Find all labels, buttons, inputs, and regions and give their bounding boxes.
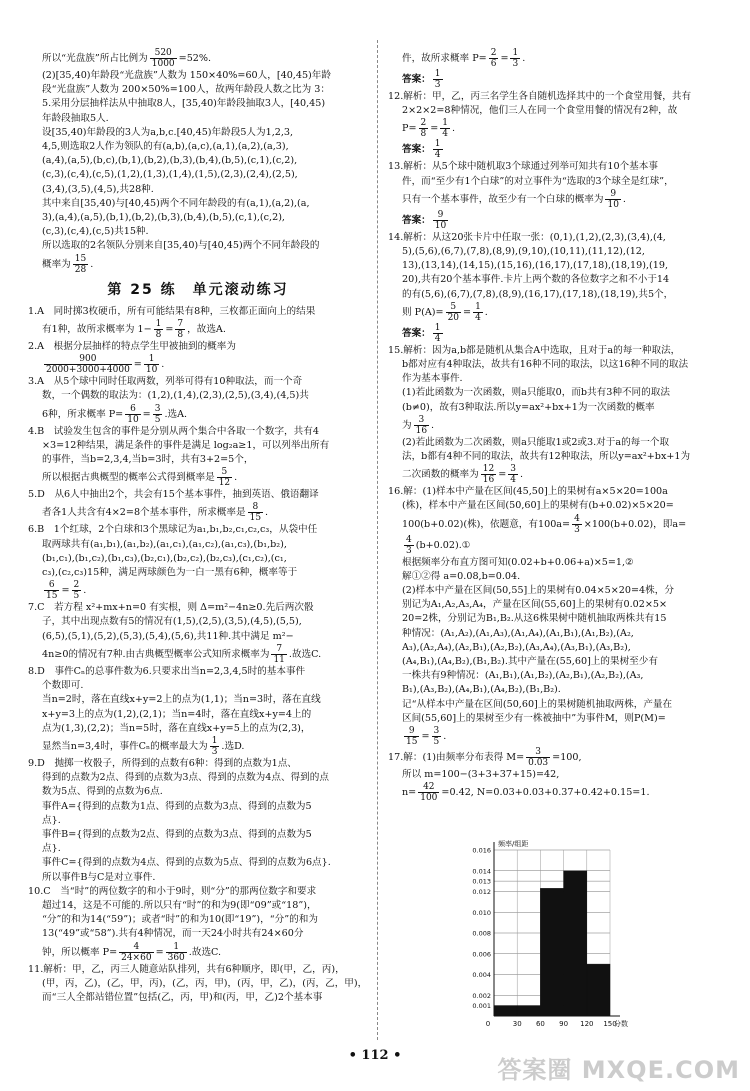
- y-tick-label: 0.014: [472, 867, 491, 876]
- x-tick-label: 150: [603, 1020, 617, 1028]
- answer-line: 则 P(A)= $\frac{5}{20}$ = $\frac{1}{4}$ .: [402, 301, 488, 323]
- answer-line: b都对应有4种取法，故共有16种不同的取法，以这16种不同的取法: [402, 359, 689, 371]
- answer-line: 而“三人全都站错位置”包括(乙，丙，甲)和(丙，甲，乙)2个基本事: [42, 991, 323, 1003]
- answer-line: 只有一个基本事件，故至少有一个白球的概率为 $\frac{9}{10}$ .: [402, 188, 626, 210]
- answer-line: 10.C 当“时”的两位数字的和小于9时，则“分”的那两位数字和要求: [28, 885, 317, 897]
- answer-result: 答案： $\frac{9}{10}$: [402, 209, 447, 231]
- fraction: $\frac{6}{10}$: [127, 403, 139, 425]
- x-axis-label: 分数: [614, 1020, 628, 1028]
- fraction: $\frac{1}{8}$: [155, 319, 162, 341]
- y-tick-label: 0.006: [472, 950, 491, 959]
- answer-line: 14.解析：从这20张卡片中任取一张：(0,1),(1,2),(2,3),(3,4),(4,: [388, 231, 666, 243]
- fraction: $\frac{2}{5}$: [73, 580, 80, 602]
- text-line: (c,3),(c,4),(c,5)共15种.: [42, 226, 149, 238]
- watermark-logo: 答案圈 MXQE.COM: [497, 1056, 740, 1084]
- histogram-bar: [494, 1006, 517, 1016]
- fraction: $\frac{3}{5}$: [154, 403, 161, 425]
- y-tick-label: 0.012: [472, 888, 491, 896]
- answer-line: 区间(55,60]上的果树至少有一株被抽中”为事件M，则P(M)=: [402, 712, 666, 724]
- fraction: $\frac{7}{8}$: [177, 319, 184, 341]
- answer-line: B₁),(A₃,B₂),(A₄,B₁),(A₄,B₂),(B₁,B₂).: [402, 684, 561, 696]
- answer-line: 所以 m=100−(3+3+37+15)=42,: [402, 769, 560, 781]
- answer-line: 得到的点数为2点、得到的点数为3点、得到的点数为4点、得到的点: [42, 772, 329, 784]
- answer-line: 15.解析：因为a,b都是随机从集合A中选取，且对于a的每一种取法，: [388, 344, 681, 356]
- answer-line: (1)若此函数为一次函数，则a只能取0，而b共有3种不同的取法: [402, 387, 670, 399]
- answer-line: 显然当n=3,4时，事件Cₙ的概率最大为 $\frac{1}{3}$ .选D.: [42, 735, 245, 757]
- answer-line: $\frac{4}{3}$ (b+0.02).①: [406, 534, 471, 556]
- fraction: $\frac{4}{3}$: [406, 534, 412, 556]
- x-tick-label: 60: [535, 1020, 545, 1028]
- answer-line: (2)样本中产量在区间(50,55]上的果树有0.04×5×20=4株，分: [402, 585, 674, 597]
- fraction: $\frac{1}{3}$: [512, 48, 519, 69]
- fraction: $\frac{42}{100}$: [420, 782, 438, 804]
- fraction: $\frac{8}{15}$: [249, 502, 262, 524]
- fraction: $\frac{5}{12}$: [218, 467, 231, 489]
- text-line: 概率为 $\frac{15}{28}$ .: [42, 253, 94, 275]
- answer-line: 4.B 试验发生包含的事件是分别从两个集合中各取一个数字，共有4: [28, 425, 319, 437]
- fraction: $\frac{1}{10}$: [145, 354, 158, 376]
- answer-line: 件，而“至少有1个白球”的对立事件为“选取的3个球全是红球”，: [402, 175, 674, 187]
- section-title: 第 25 练 单元滚动练习: [107, 281, 289, 298]
- answer-line: x+y=3上的点为(1,2),(2,1)；当n=4时，落在直线x+y=4上的: [42, 708, 312, 720]
- answer-line: (2)若此函数为二次函数，则a只能取1或2或3.对于a的每一个取: [402, 436, 670, 448]
- histogram-svg: [460, 836, 640, 1036]
- answer-line: 钟，所以概率 P= $\frac{4}{24\times 60}$ = $\frac{1}{360}$ .故选C.: [42, 941, 222, 963]
- answer-line: 个数即可.: [42, 680, 84, 692]
- left-column: [28, 48, 368, 1005]
- answer-line: “分”的和为14(“59”)；或者“时”的和为10(即“19”)，“分”的和为: [42, 914, 318, 926]
- text-line: (c,3),(c,4),(c,5),(1,2),(1,3),(1,4),(1,5),(2,3),(2,4),(2,5),: [42, 169, 298, 181]
- answer-result: 答案： $\frac{1}{3}$: [402, 69, 441, 90]
- answer-line: 2.A 根据分层抽样的特点学生甲被抽到的概率为: [28, 341, 236, 353]
- answer-line: 4n≥0的情况有7种.由古典概型概率公式知所求概率为 $\frac{7}{11}$ .故选C.: [42, 643, 322, 665]
- x-tick-label: 120: [580, 1020, 594, 1028]
- fraction: $\frac{9}{10}$: [434, 209, 447, 231]
- y-tick-label: 0.002: [472, 991, 491, 1000]
- answer-line: 20),共有20个基本事件.卡片上两个数的各位数字之和不小于14: [402, 274, 670, 286]
- answer-line: 一株共有9种情况：(A₁,B₁),(A₁,B₂),(A₂,B₁),(A₂,B₂),(A₃,: [402, 670, 644, 682]
- fraction: $\frac{7}{11}$: [273, 643, 285, 665]
- answer-line: ×3=12种结果，满足条件的事件是满足 log₂a≥1，可以列举出所有: [42, 439, 330, 451]
- answer-line: 100(b+0.02)(株)，依题意，有100a= $\frac{4}{3}$ ×100(b+0.02)，即a=: [402, 513, 687, 535]
- answer-line: 别记为A₁,A₂,A₃,A₄，产量在区间(55,60]上的果树有0.02×5×: [402, 599, 668, 611]
- answer-line: 16.解：(1)样本中产量在区间(45,50]上的果树有a×5×20=100a: [388, 486, 668, 498]
- y-tick-label: 0.001: [472, 1002, 491, 1011]
- fraction: $\frac{9}{10}$: [607, 188, 619, 210]
- text-line: (a,4),(a,5),(b,c),(b,1),(b,2),(b,3),(b,4),(b,5),(c,1),(c,2),: [42, 155, 298, 167]
- answer-line: n= $\frac{42}{100}$ =0.42, N=0.03+0.03+0.37+0.42+0.15=1.: [402, 782, 650, 804]
- answer-line: 当n=2时，落在直线x+y=2上的点为(1,1)；当n=3时，落在直线: [42, 694, 321, 706]
- answer-line: $\frac{9}{15}$ = $\frac{3}{5}$ .: [406, 726, 447, 748]
- answer-line: (A₄,B₁),(A₄,B₂),(B₁,B₂).其中产量在(55,60]上的果树至少有: [402, 656, 658, 668]
- answer-line: 7.C 若方程 x²+mx+n=0 有实根，则 Δ=m²−4n≥0.先后两次骰: [28, 602, 314, 614]
- answer-line: (b≠0)，故有3种取法.所以y=ax²+bx+1为一次函数的概率: [402, 401, 655, 413]
- fraction: $\frac{3}{16}$: [415, 414, 428, 436]
- answer-line: 子，其中出现点数有5的情况有(1,5),(2,5),(3,5),(4,5),(5,5),: [42, 616, 302, 628]
- text-line: 年龄段抽取5人.: [42, 112, 109, 124]
- fraction: $\frac{5}{20}$: [447, 301, 460, 323]
- answer-line: $\frac{900}{2000+3000+4000}$ = $\frac{1}{10}$ .: [46, 354, 165, 376]
- answer-line: 根据频率分布直方图可知(0.02+b+0.06+a)×5=1,②: [402, 556, 634, 568]
- fraction: $\frac{520}{1000}$: [151, 48, 175, 69]
- y-tick-label: 0.008: [472, 929, 491, 938]
- text-line: 所以“光盘族”所占比例为 $\frac{520}{1000}$ =52%.: [42, 48, 212, 69]
- fraction: $\frac{4}{24\times 60}$: [121, 941, 152, 963]
- answer-line: A₃),(A₂,A₄),(A₂,B₁),(A₂,B₂),(A₃,A₄),(A₃,B₁),(A₃,B₂),: [402, 641, 631, 653]
- text-line: (2)[35,40)年龄段“光盘族”人数为 150×40%=60人，[40,45)年龄: [42, 70, 331, 81]
- answer-line: (甲，丙，乙)，(乙，甲，丙)，(乙，丙，甲)，(丙，甲，乙)，(丙，乙，甲)，: [42, 977, 368, 989]
- answer-line: c₃),(c₂,c₃)15种，满足两球颜色为一白一黑有6种，概率等于: [42, 567, 298, 579]
- answer-line: (6,5),(5,1),(5,2),(5,3),(5,4),(5,6),共11种.其中满足 m²−: [42, 630, 294, 642]
- fraction: $\frac{3}{5}$: [433, 726, 440, 748]
- fraction: $\frac{4}{3}$: [574, 513, 580, 535]
- answer-line: 20=2株，分别记为B₁,B₂.从这6株果树中随机抽取两株共有15: [402, 613, 667, 625]
- answer-line: 事件B={得到的点数为2点、得到的点数为3点、得到的点数为5: [42, 828, 312, 840]
- histogram-bar: [517, 1006, 540, 1016]
- answer-line: 事件A={得到的点数为1点、得到的点数为3点、得到的点数为5: [42, 800, 312, 812]
- fraction: $\frac{2}{6}$: [490, 48, 497, 69]
- column-divider: [377, 40, 378, 1040]
- answer-line: 12.解析：甲，乙，丙三名学生各自随机选择其中的一个食堂用餐，共有: [388, 91, 692, 102]
- fraction: $\frac{1}{360}$: [167, 941, 185, 963]
- fraction: $\frac{3}{0.03}$: [528, 747, 549, 769]
- frequency-histogram: [460, 836, 640, 1036]
- answer-line: 事件C={得到的点数为4点、得到的点数为5点、得到的点数为6点}.: [42, 857, 331, 869]
- answer-line: 者各1人共含有4×2=8个基本事件，所求概率是 $\frac{8}{15}$ .: [42, 502, 269, 524]
- answer-line: 解①②得 a=0.08,b=0.04.: [402, 570, 521, 582]
- answer-line: 1.A 同时掷3枚硬币，所有可能结果有8种，三枚都正面向上的结果: [28, 305, 316, 317]
- fraction: $\frac{1}{3}$: [211, 735, 218, 757]
- y-tick-label: 0.016: [472, 846, 491, 855]
- text-line: (3,4),(3,5),(4,5),共28种.: [42, 183, 154, 195]
- text-line: 其中来自[35,40)与[40,45)两个不同年龄段的有(a,1),(a,2),(a,: [42, 197, 310, 209]
- right-column: [388, 48, 720, 803]
- answer-line: 13.解析：从5个球中随机取3个球通过列举可知共有10个基本事: [388, 161, 658, 173]
- histogram-bar: [587, 964, 610, 1016]
- text-line: 段“光盘族”人数为 200×50%=100人，故两年龄段人数之比为 3：: [42, 84, 330, 96]
- x-tick-label: 90: [559, 1020, 569, 1028]
- answer-line: 记“从样本中产量在区间(50,60]上的果树随机抽取两株，产量在: [402, 698, 673, 710]
- text-line: 4,5,则选取2人作为领队的有(a,b),(a,c),(a,1),(a,2),(a,3),: [42, 141, 289, 153]
- answer-line: 11.解析：甲，乙，丙三人随意站队排列，共有6种顺序，即(甲，乙，丙)，: [28, 963, 345, 975]
- text-line: 5.采用分层抽样法从中抽取8人，[35,40)年龄段抽取3人，[40,45): [42, 98, 326, 110]
- x-tick-label: 0: [485, 1020, 491, 1028]
- answer-line: 作为基本事件.: [402, 373, 463, 385]
- answer-line: 件，故所求概率 P= $\frac{2}{6}$ = $\frac{1}{3}$ .: [402, 48, 526, 69]
- histogram-bar: [564, 871, 587, 1016]
- fraction: $\frac{12}{16}$: [482, 464, 495, 486]
- y-tick-label: 0.013: [472, 877, 491, 886]
- answer-line: 6种，所求概率 P= $\frac{6}{10}$ = $\frac{3}{5}$ .选A.: [42, 403, 188, 425]
- answer-line: 数为5点、得到的点数为6点.: [42, 786, 163, 798]
- answer-line: 为 $\frac{3}{16}$ .: [402, 414, 435, 436]
- x-tick-label: 30: [512, 1020, 522, 1028]
- answer-line: 5),(5,6),(6,7),(7,8),(8,9),(9,10),(10,11),(11,12),(12,: [402, 246, 645, 258]
- text-line: 所以选取的2名领队分别来自[35,40)与[40,45)两个不同年龄段的: [42, 240, 320, 252]
- fraction: $\frac{900}{2000+3000+4000}$: [46, 354, 130, 376]
- answer-result: 答案： $\frac{1}{4}$: [402, 139, 441, 161]
- answer-line: 3.A 从5个球中同时任取两数，列举可得有10种取法，而一个奇: [28, 376, 303, 388]
- fraction: $\frac{6}{15}$: [46, 580, 58, 602]
- fraction: $\frac{3}{4}$: [510, 464, 516, 486]
- page-number: • 112 •: [348, 1048, 402, 1063]
- answer-line: 点为(1,3),(2,2)；当n=5时，落在直线x+y=5上的点为(2,3)，: [42, 722, 311, 734]
- fraction: $\frac{2}{8}$: [420, 118, 427, 140]
- answer-line: 17.解：(1)由频率分布表得 M= $\frac{3}{0.03}$ =100,: [388, 747, 582, 769]
- answer-line: 8.D 事件Cₙ的总事件数为6.只要求出当n=2,3,4,5时的基本事件: [28, 665, 306, 677]
- answer-line: 有1种，故所求概率为 1− $\frac{1}{8}$ = $\frac{7}{8}$ ，故选A.: [42, 319, 226, 341]
- answer-line: 超过14，这是不可能的.所以只有“时”的和为9(即“09”或“18”)，: [42, 899, 317, 911]
- answer-line: 6.B 1个红球，2个白球和3个黑球记为a₁,b₁,b₂,c₁,c₂,c₃，从袋中任: [28, 524, 318, 536]
- answer-line: 取两球共有(a₁,b₁),(a₁,b₂),(a₁,c₁),(a₁,c₂),(a₁,c₃),(b₁,b₂),: [42, 538, 287, 550]
- answer-line: 点}.: [42, 843, 61, 855]
- answer-line: 所以根据古典概型的概率公式得到概率是 $\frac{5}{12}$ .: [42, 467, 238, 489]
- fraction: $\frac{1}{4}$: [442, 118, 449, 140]
- fraction: $\frac{1}{4}$: [434, 322, 441, 344]
- answer-result: 答案： $\frac{1}{4}$: [402, 322, 441, 344]
- answer-line: $\frac{6}{15}$ = $\frac{2}{5}$ .: [46, 580, 87, 602]
- text-line: 设[35,40)年龄段的3人为a,b,c.[40,45)年龄段5人为1,2,3,: [42, 126, 294, 138]
- answer-line: 13(“49”或“58”).共有4种情况，而一天24小时共有24×60分: [42, 928, 304, 940]
- answer-line: (b₁,c₁),(b₁,c₂),(b₁,c₃),(b₂,c₁),(b₂,c₂),(b₂,c₃),(c₁,c₂),(c₁,: [42, 552, 287, 564]
- answer-line: 所以事件B与C是对立事件.: [42, 871, 156, 883]
- answer-line: 的有(5,6),(6,7),(7,8),(8,9),(16,17),(17,18),(18,19),共5个，: [402, 288, 674, 300]
- answer-line: 二次函数的概率为 $\frac{12}{16}$ = $\frac{3}{4}$ .: [402, 464, 524, 486]
- answer-line: 法，b都有4种不同的取法，故共有12种取法，所以y=ax²+bx+1为: [402, 451, 691, 463]
- answer-line: 的事件，当b=2,3,4,当b=3时，共有3+2=5个，: [42, 454, 254, 466]
- fraction: $\frac{1}{4}$: [434, 139, 441, 161]
- fraction: $\frac{1}{4}$: [475, 301, 481, 323]
- fraction: $\frac{1}{3}$: [434, 69, 441, 90]
- text-line: 3),(a,4),(a,5),(b,1),(b,2),(b,3),(b,4),(b,5),(c,1),(c,2),: [42, 212, 285, 224]
- answer-line: P= $\frac{2}{8}$ = $\frac{1}{4}$ .: [402, 118, 456, 140]
- answer-line: 数，一个偶数的取法为：(1,2),(1,4),(2,3),(2,5),(3,4),(4,5)共: [42, 390, 309, 402]
- answer-line: 5.D 从6人中抽出2个，共会有15个基本事件，抽到英语、俄语翻译: [28, 489, 319, 501]
- answer-line: 种情况：(A₁,A₂),(A₁,A₃),(A₁,A₄),(A₁,B₁),(A₁,B₂),(A₂,: [402, 627, 634, 639]
- fraction: $\frac{9}{15}$: [406, 726, 418, 748]
- answer-line: 13),(13,14),(14,15),(15,16),(16,17),(17,18),(18,19),(19,: [402, 260, 669, 272]
- fraction: $\frac{15}{28}$: [74, 253, 87, 275]
- answer-line: (株)，样本中产量在区间(50,60]上的果树有(b+0.02)×5×20=: [402, 500, 674, 512]
- y-tick-label: 0.010: [472, 908, 491, 917]
- answer-line: 2×2×2=8种情况，他们三人在同一个食堂用餐的情况有2种，故: [402, 105, 678, 117]
- answer-line: 9.D 抛掷一枚骰子，所得到的点数有6种：得到的点数为1点、: [28, 757, 297, 769]
- answer-line: 点}.: [42, 814, 61, 826]
- histogram-bar: [540, 888, 563, 1016]
- y-tick-label: 0.004: [472, 971, 491, 979]
- y-axis-label: 频率/组距: [498, 840, 529, 848]
